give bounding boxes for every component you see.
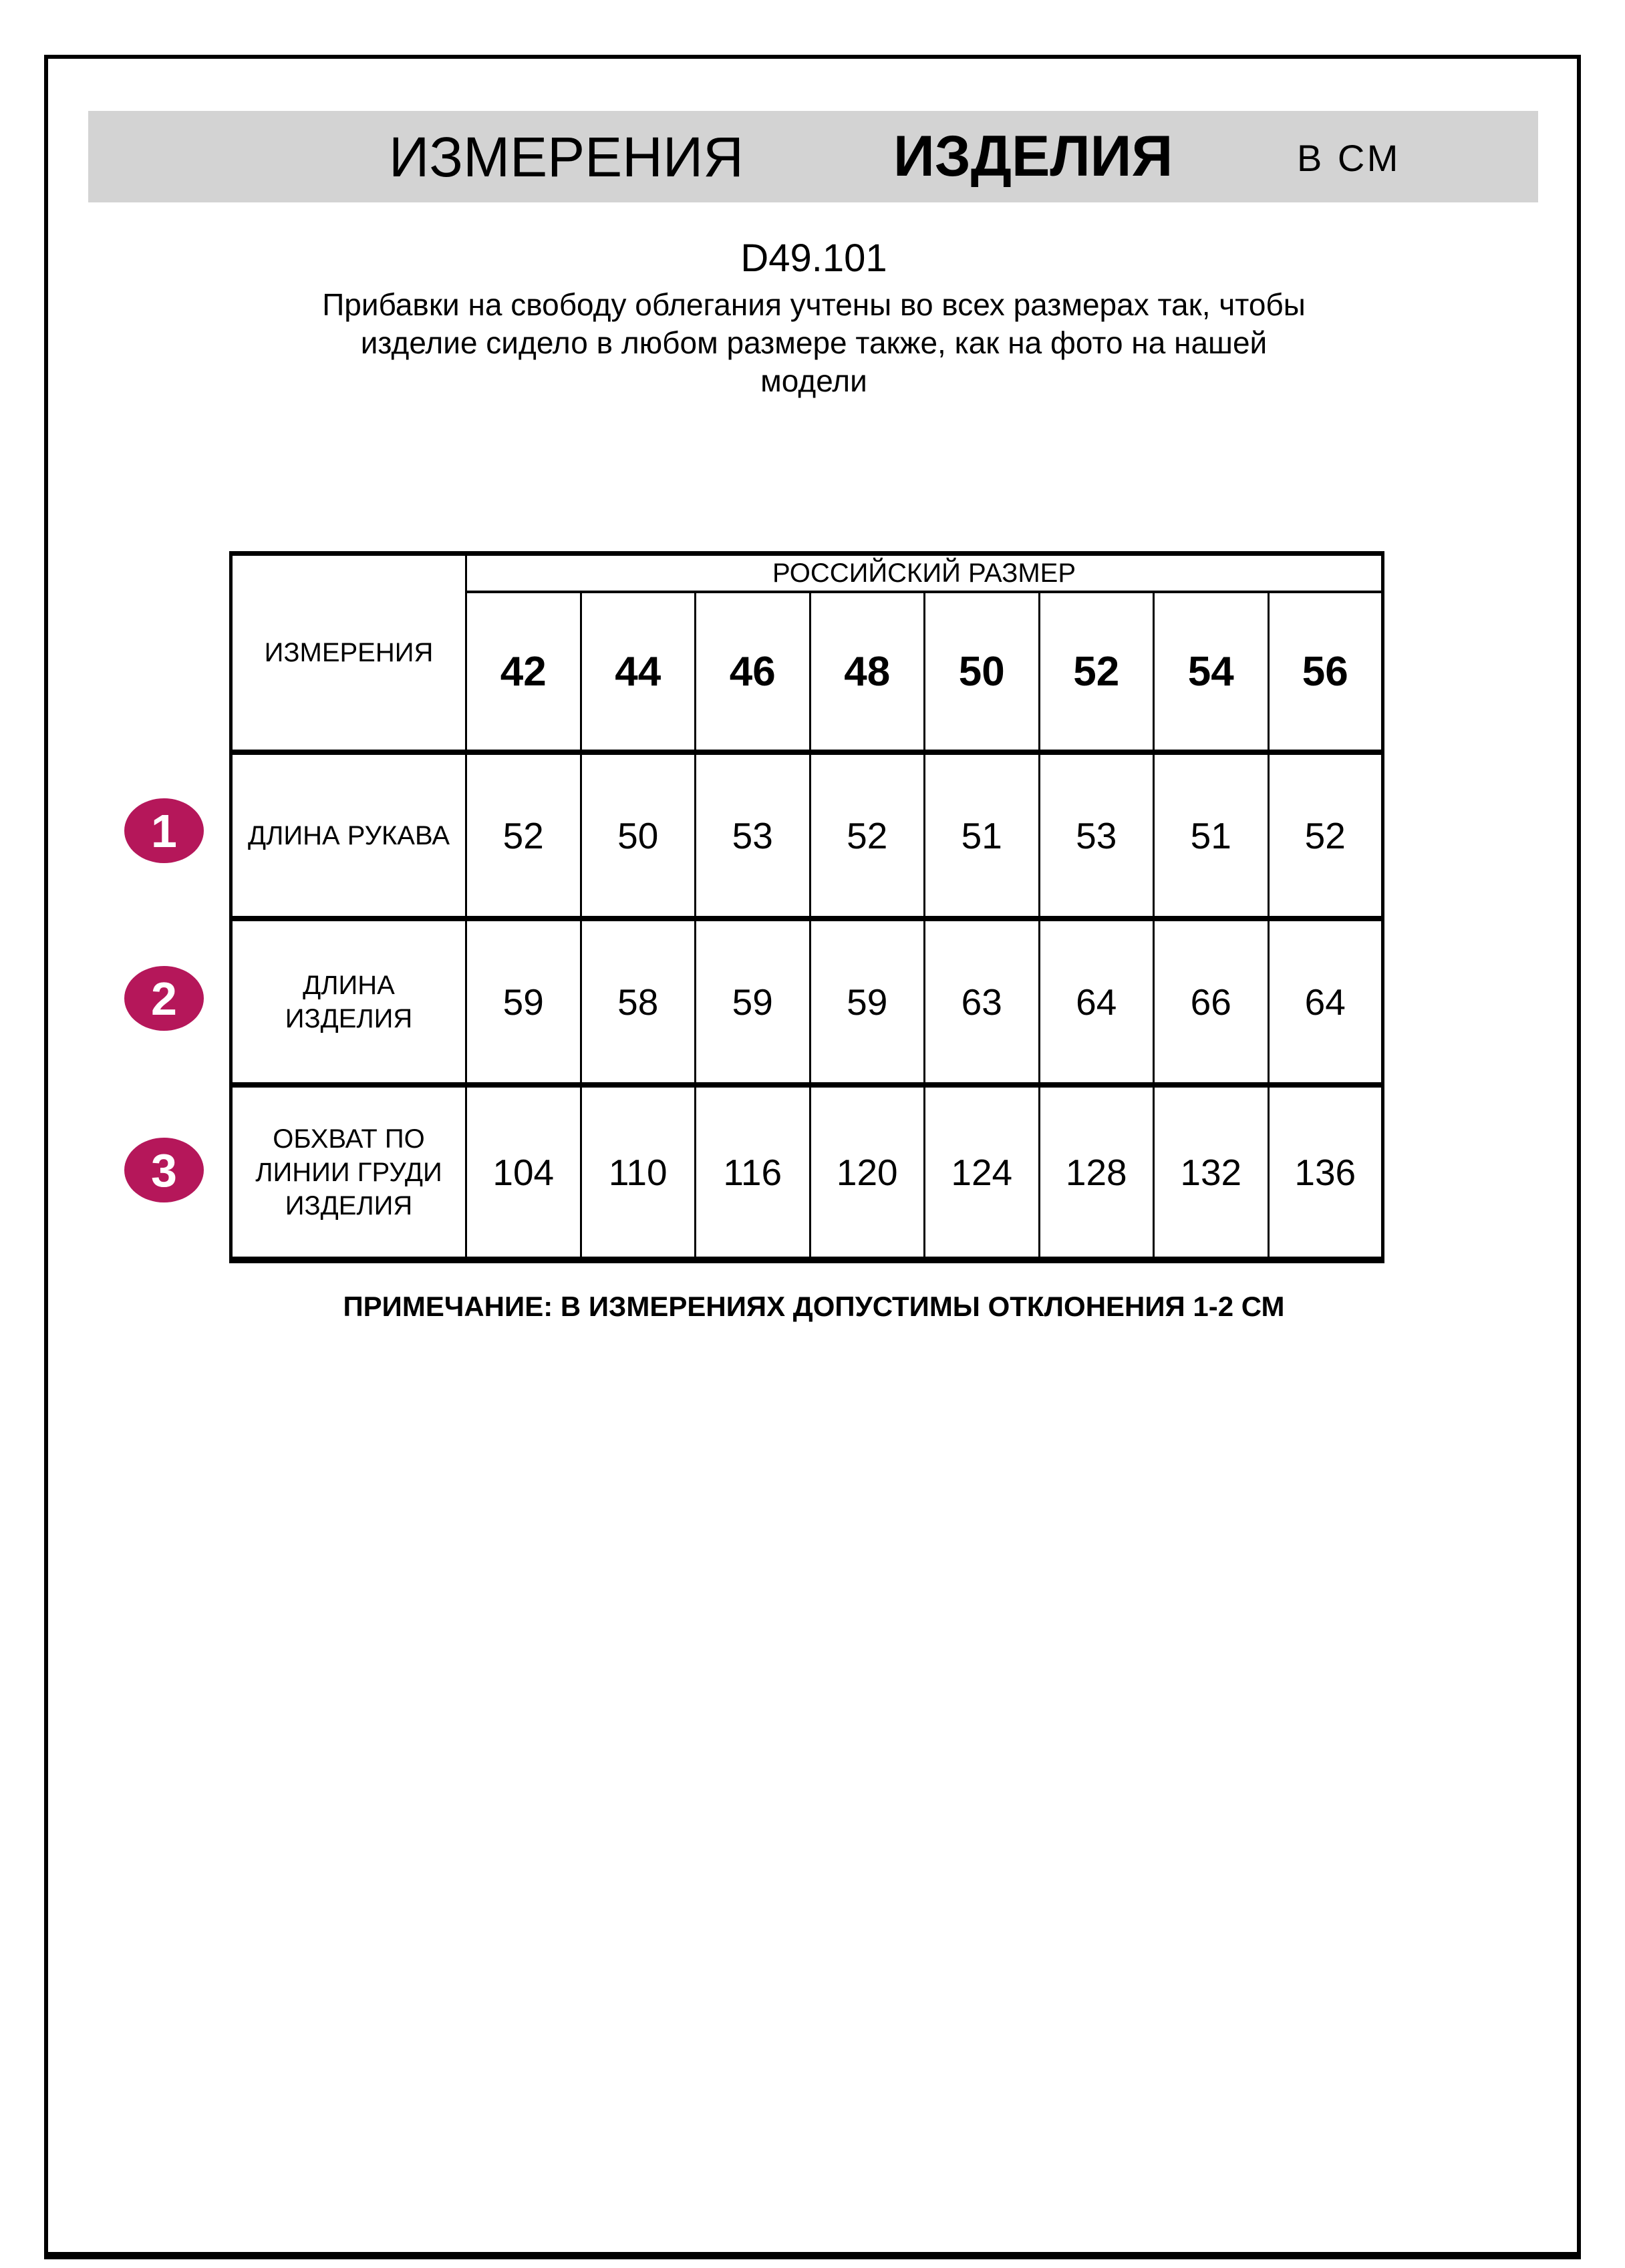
value-cell: 52	[810, 752, 925, 919]
model-code: D49.101	[740, 236, 887, 280]
value-cell: 120	[810, 1085, 925, 1260]
value-cell: 58	[581, 919, 696, 1085]
row-marker-3: 3	[124, 1138, 204, 1202]
size-header-cell: 42	[466, 592, 581, 752]
row-label-cell	[231, 1085, 466, 1260]
row-label-cell	[231, 919, 466, 1085]
value-cell: 110	[581, 1085, 696, 1260]
size-header-cell: 50	[925, 592, 1040, 752]
size-group-header-cell: РОССИЙСКИЙ РАЗМЕР	[466, 554, 1383, 593]
note: ПРИМЕЧАНИЕ: В ИЗМЕРЕНИЯХ ДОПУСТИМЫ ОТКЛОНЕНИЯ 1-2 СМ	[343, 1291, 1285, 1322]
description	[45, 286, 1582, 400]
size-header-cell: 54	[1154, 592, 1269, 752]
description-line: изделие сидело в любом размере также, как на фото на нашей	[360, 325, 1268, 360]
title-units: В СМ	[1297, 137, 1401, 179]
value-cell: 59	[810, 919, 925, 1085]
title-product: ИЗДЕЛИЯ	[893, 124, 1173, 188]
corner-header-cell: ИЗМЕРЕНИЯ	[231, 554, 466, 753]
table-row	[231, 752, 1383, 919]
row-label-line: ОБХВАТ ПО	[273, 1124, 425, 1154]
description-line: Прибавки на свободу облегания учтены во всех размерах так, чтобы	[322, 287, 1306, 322]
value-cell: 50	[581, 752, 696, 919]
row-label-line: ДЛИНА РУКАВА	[248, 820, 450, 850]
value-cell: 64	[1268, 919, 1383, 1085]
value-cell: 128	[1039, 1085, 1154, 1260]
row-marker-2: 2	[124, 966, 204, 1031]
row-label-cell	[231, 752, 466, 919]
value-cell: 59	[696, 919, 810, 1085]
size-header-cell: 48	[810, 592, 925, 752]
value-cell: 104	[466, 1085, 581, 1260]
size-header-cell: 46	[696, 592, 810, 752]
row-marker-1: 1	[124, 798, 204, 863]
table-row	[231, 1085, 1383, 1260]
row-label-line: ИЗДЕЛИЯ	[285, 1190, 413, 1221]
group-header-row	[231, 554, 1383, 593]
value-cell: 51	[925, 752, 1040, 919]
description-line: модели	[760, 363, 867, 398]
row-label-line: ЛИНИИ ГРУДИ	[255, 1157, 442, 1187]
value-cell: 64	[1039, 919, 1154, 1085]
value-cell: 59	[466, 919, 581, 1085]
value-cell: 136	[1268, 1085, 1383, 1260]
value-cell: 52	[466, 752, 581, 919]
value-cell: 116	[696, 1085, 810, 1260]
value-cell: 124	[925, 1085, 1040, 1260]
value-cell: 63	[925, 919, 1040, 1085]
row-label-line: ДЛИНА	[303, 970, 395, 1000]
size-header-cell: 56	[1268, 592, 1383, 752]
value-cell: 132	[1154, 1085, 1269, 1260]
title-measurements: ИЗМЕРЕНИЯ	[389, 126, 744, 188]
value-cell: 51	[1154, 752, 1269, 919]
table-row	[231, 919, 1383, 1085]
row-label-line: ИЗДЕЛИЯ	[285, 1003, 413, 1033]
value-cell: 52	[1268, 752, 1383, 919]
value-cell: 53	[1039, 752, 1154, 919]
value-cell: 66	[1154, 919, 1269, 1085]
size-header-cell: 44	[581, 592, 696, 752]
title-band	[88, 111, 1538, 202]
size-table	[229, 551, 1384, 1263]
value-cell: 53	[696, 752, 810, 919]
size-header-cell: 52	[1039, 592, 1154, 752]
